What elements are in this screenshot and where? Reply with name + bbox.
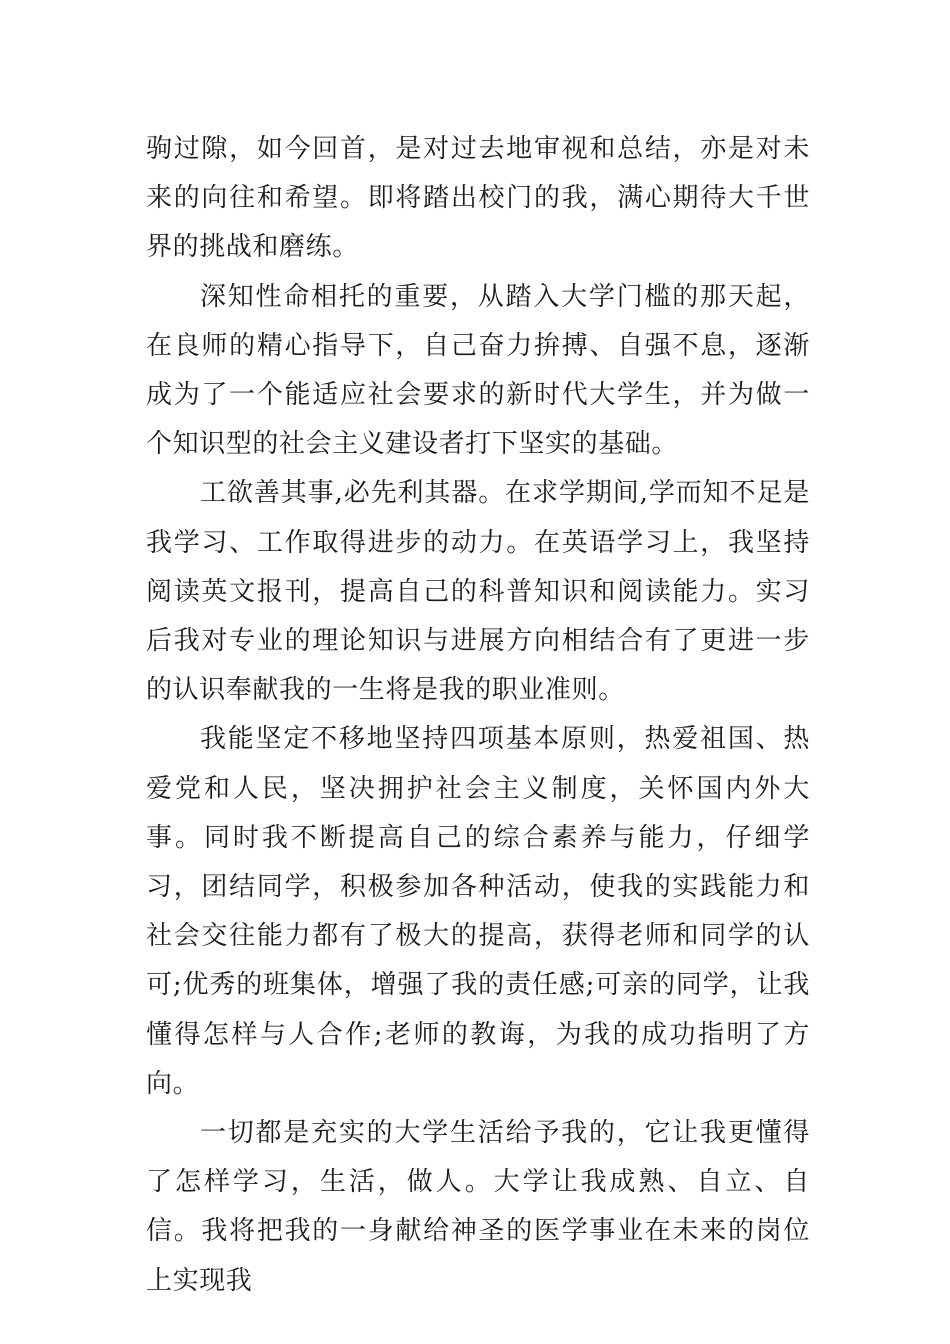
paragraph-continuation: 驹过隙，如今回首，是对过去地审视和总结，亦是对未来的向往和希望。即将踏出校门的我，满心期待大千世界的挑战和磨练。 [146, 134, 810, 263]
paragraph-medical-trust: 深知性命相托的重要，从踏入大学门槛的那天起，在良师的精心指导下，自己奋力拚搏、自强不息，逐渐成为了一个能适应社会要求的新时代大学生，并为做一个知识型的社会主义建设者打下坚实的基础。 [146, 281, 810, 460]
paragraph-study-progress: 工欲善其事,必先利其器。在求学期间,学而知不足是我学习、工作取得进步的动力。在英语学习上，我坚持阅读英文报刊，提高自己的科普知识和阅读能力。实习后我对专业的理论知识与进展方向相结合有了更进一步的认识奉献我的一生将是我的职业准则。 [146, 478, 810, 706]
paragraph-political-stance: 我能坚定不移地坚持四项基本原则，热爱祖国、热爱党和人民，坚决拥护社会主义制度，关怀国内外大事。同时我不断提高自己的综合素养与能力，仔细学习，团结同学，积极参加各种活动，使我的实践能力和社会交往能力都有了极大的提高，获得老师和同学的认可;优秀的班集体，增强了我的责任感;可亲的同学，让我懂得怎样与人合作;老师的教诲，为我的成功指明了方向。 [146, 724, 810, 1099]
document-body [146, 125, 810, 1306]
paragraph-college-life: 一切都是充实的大学生活给予我的，它让我更懂得了怎样学习，生活，做人。大学让我成熟、自立、自信。我将把我的一身献给神圣的医学事业在未来的岗位上实现我 [146, 1118, 810, 1296]
